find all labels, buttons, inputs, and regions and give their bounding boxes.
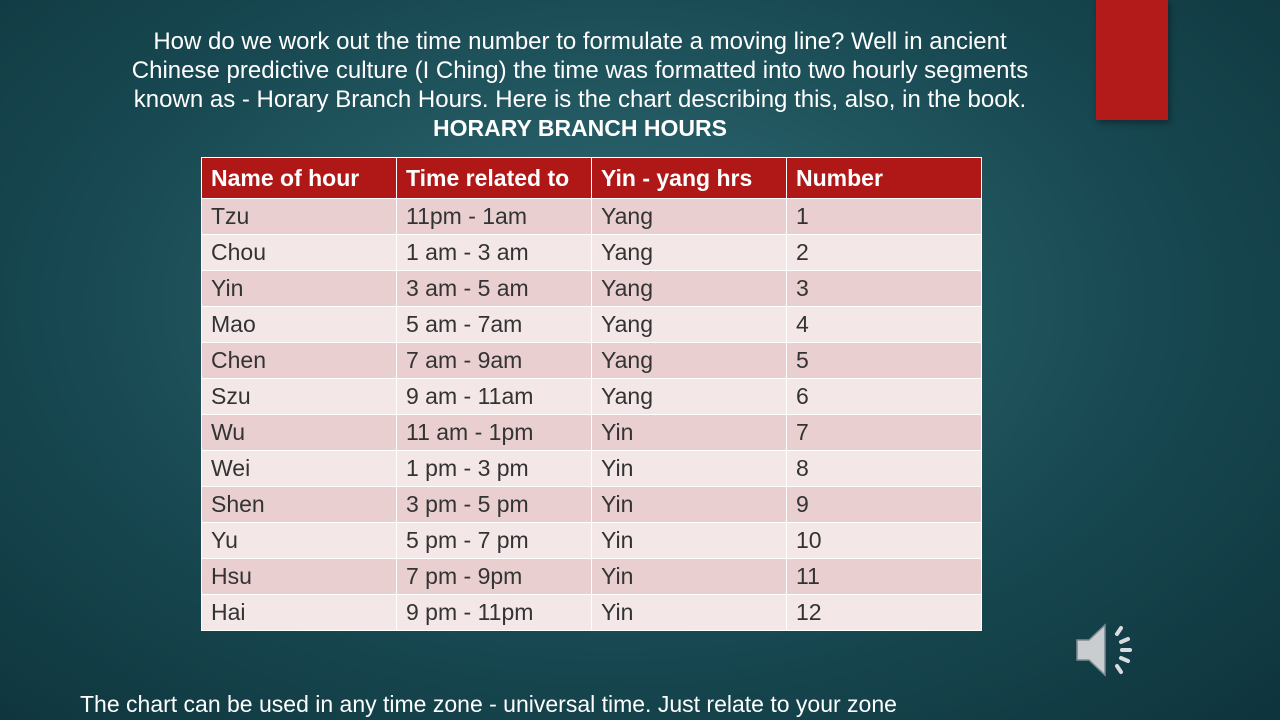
table-row xyxy=(202,199,982,235)
table-row xyxy=(202,379,982,415)
cell-time: 11pm - 1am xyxy=(397,199,592,235)
cell-name: Chen xyxy=(202,343,397,379)
table-header-row xyxy=(202,158,982,199)
header-name-of-hour: Name of hour xyxy=(202,158,397,199)
cell-number: 9 xyxy=(787,487,982,523)
cell-name: Wu xyxy=(202,415,397,451)
cell-yin-yang: Yang xyxy=(592,307,787,343)
cell-yin-yang: Yang xyxy=(592,235,787,271)
table-row xyxy=(202,307,982,343)
intro-line-2: Chinese predictive culture (I Ching) the time was formatted into two hourly segments xyxy=(131,57,1029,84)
cell-time: 5 am - 7am xyxy=(397,307,592,343)
header-number: Number xyxy=(787,158,982,199)
cell-number: 6 xyxy=(787,379,982,415)
cell-yin-yang: Yin xyxy=(592,487,787,523)
cell-yin-yang: Yin xyxy=(592,415,787,451)
cell-yin-yang: Yin xyxy=(592,451,787,487)
table-row xyxy=(202,559,982,595)
cell-yin-yang: Yang xyxy=(592,343,787,379)
cell-name: Shen xyxy=(202,487,397,523)
cell-number: 3 xyxy=(787,271,982,307)
cell-number: 4 xyxy=(787,307,982,343)
table-title: HORARY BRANCH HOURS xyxy=(433,115,727,141)
cell-number: 12 xyxy=(787,595,982,631)
cell-time: 11 am - 1pm xyxy=(397,415,592,451)
cell-name: Tzu xyxy=(202,199,397,235)
header-time-related-to: Time related to xyxy=(397,158,592,199)
cell-name: Szu xyxy=(202,379,397,415)
cell-yin-yang: Yang xyxy=(592,379,787,415)
table-row xyxy=(202,235,982,271)
table-row xyxy=(202,343,982,379)
cell-number: 11 xyxy=(787,559,982,595)
cell-time: 7 am - 9am xyxy=(397,343,592,379)
cell-yin-yang: Yin xyxy=(592,523,787,559)
cell-time: 3 am - 5 am xyxy=(397,271,592,307)
cell-name: Mao xyxy=(202,307,397,343)
cell-name: Chou xyxy=(202,235,397,271)
cell-time: 5 pm - 7 pm xyxy=(397,523,592,559)
cell-yin-yang: Yin xyxy=(592,595,787,631)
cell-name: Wei xyxy=(202,451,397,487)
cell-time: 1 pm - 3 pm xyxy=(397,451,592,487)
cell-yin-yang: Yang xyxy=(592,271,787,307)
footer-note: The chart can be used in any time zone - universal time. Just relate to your zone xyxy=(80,691,897,717)
speaker-icon[interactable] xyxy=(1074,620,1140,680)
horary-branch-table xyxy=(201,157,982,631)
cell-time: 7 pm - 9pm xyxy=(397,559,592,595)
cell-number: 5 xyxy=(787,343,982,379)
cell-yin-yang: Yin xyxy=(592,559,787,595)
table-row xyxy=(202,487,982,523)
cell-number: 1 xyxy=(787,199,982,235)
table-row xyxy=(202,451,982,487)
intro-line-3: known as - Horary Branch Hours. Here is the chart describing this, also, in the book. xyxy=(133,86,1027,113)
table-row xyxy=(202,415,982,451)
header-yin-yang: Yin - yang hrs xyxy=(592,158,787,199)
cell-yin-yang: Yang xyxy=(592,199,787,235)
intro-text xyxy=(60,27,1100,114)
cell-time: 3 pm - 5 pm xyxy=(397,487,592,523)
cell-time: 1 am - 3 am xyxy=(397,235,592,271)
table-row xyxy=(202,523,982,559)
intro-line-1: How do we work out the time number to formulate a moving line? Well in ancient xyxy=(153,28,1007,55)
cell-name: Yin xyxy=(202,271,397,307)
cell-name: Yu xyxy=(202,523,397,559)
cell-name: Hai xyxy=(202,595,397,631)
cell-time: 9 am - 11am xyxy=(397,379,592,415)
cell-number: 2 xyxy=(787,235,982,271)
cell-number: 8 xyxy=(787,451,982,487)
table-row xyxy=(202,271,982,307)
cell-time: 9 pm - 11pm xyxy=(397,595,592,631)
cell-number: 7 xyxy=(787,415,982,451)
corner-accent-tab xyxy=(1096,0,1168,120)
cell-name: Hsu xyxy=(202,559,397,595)
table-row xyxy=(202,595,982,631)
cell-number: 10 xyxy=(787,523,982,559)
